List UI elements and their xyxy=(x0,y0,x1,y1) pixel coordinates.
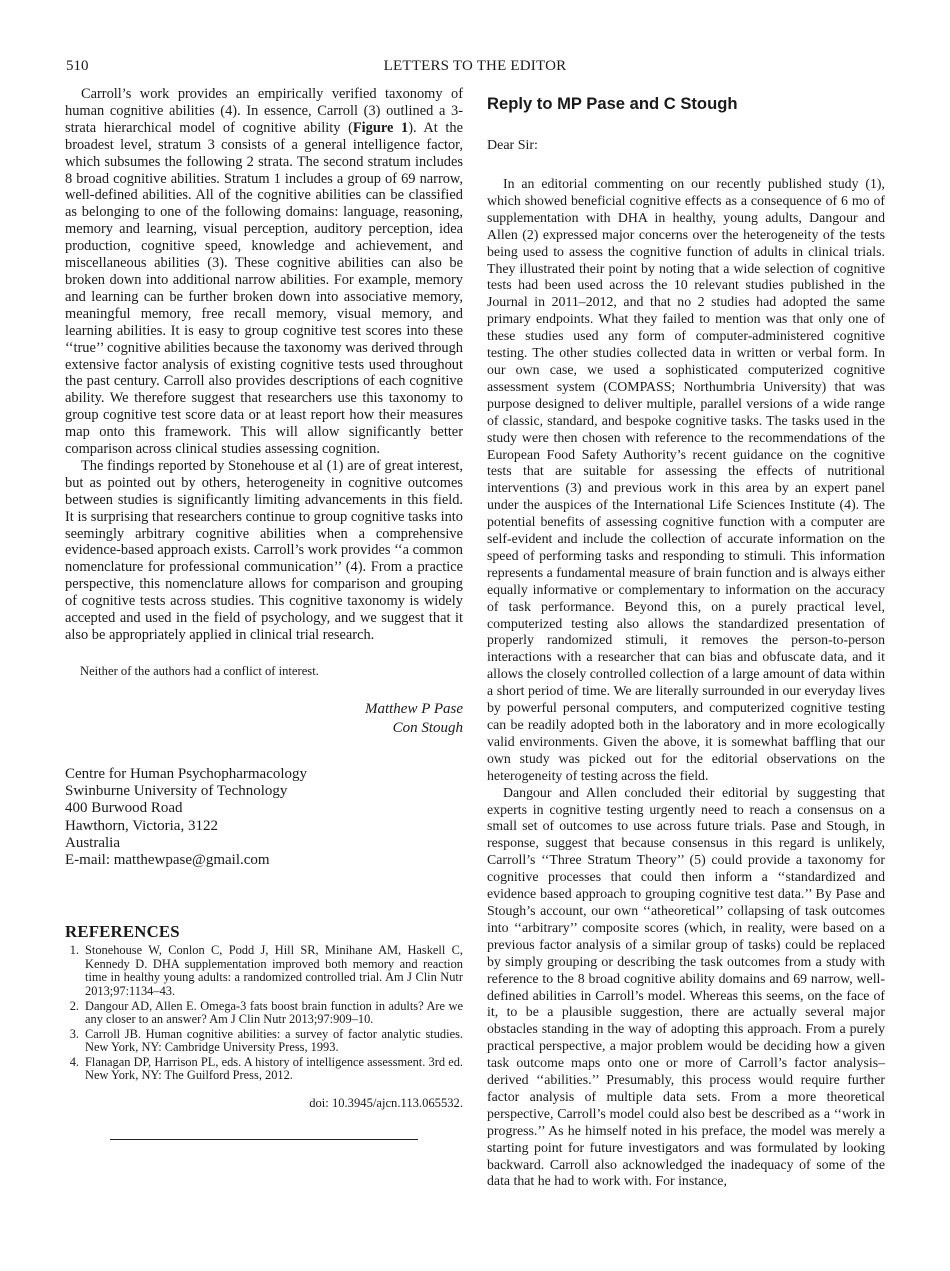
author-signature xyxy=(65,700,463,738)
right-column xyxy=(487,86,885,1190)
salutation: Dear Sir: xyxy=(487,138,538,153)
reference-item xyxy=(65,944,463,998)
reply-title: Reply to MP Pase and C Stough xyxy=(487,94,738,113)
reference-text: Flanagan DP, Harrison PL, eds. A history of intelligence assessment. 3rd ed. New York, NY: The Guilford Press, 2012. xyxy=(85,1054,463,1083)
section-divider xyxy=(110,1139,418,1140)
reference-text: Dangour AD, Allen E. Omega-3 fats boost brain function in adults? Are we any closer to an answer? Am J Clin Nutr 2013;97:909–10. xyxy=(85,998,463,1027)
reference-item xyxy=(65,1000,463,1027)
reference-number: 4. xyxy=(69,1054,79,1069)
reply-paragraph-1: In an editorial commenting on our recently published study (1), which showed beneficial cognitive effects as a consequence of 6 mo of supplementation with DHA in healthy, young adults, Dangour and Allen (2) expressed major concerns over the heterogeneity of the tests being used to assess the cognitive function of adults in clinical trials. They illustrated their point by noting that a wide selection of cognitive tests had been used across the 10 relevant studies published in the Journal in 2011–2012, and that no 2 studies had adopted the same primary endpoints. What they failed to mention was that only one of these studies used any form of computer-administered cognitive testing. The other studies collected data in written or verbal form. In our own case, we used a sophisticated computerized cognitive assessment system (COMPASS; Northumbria University) that was purpose designed to deliver multiple, parallel versions of a wide range of classic, standard, and bespoke cognitive tasks. The tasks used in the study were then chosen with reference to the recommendations of the European Food Safety Authority’s recent guidance on the cognitive tests that are suitable for assessing the effects of nutritional interventions (3) and previous work in this area by an expert panel under the auspices of the International Life Sciences Institute (4). The potential benefits of assessing cognitive function with a computer are self-evident and include the collection of accurate information on the speed of performing tasks and responding to stimuli. This information represents a fundamental measure of brain function and is always either equally informative or complementary to information on the accuracy of task performance. Beyond this, on a purely practical level, computerized testing also allows the standardized presentation of properly randomized stimuli, it removes the person-to-person interactions with a researcher that can bias and obfuscate data, and it allows the closely controlled collection of a large amount of data within a short period of time. We are literally surrounded in our everyday lives by powerful personal computers, and computerized cognitive testing can be readily adopted both in the laboratory and in more ecologically valid environments. Given the above, it is somewhat baffling that our own study was picked out for the editorial observations on the heterogeneity of testing across the field. xyxy=(487,176,885,783)
reference-number: 2. xyxy=(69,998,79,1013)
email-address[interactable]: E-mail: matthewpase@gmail.com xyxy=(65,851,270,868)
address-line: Hawthorn, Victoria, 3122 xyxy=(65,817,218,834)
conflict-of-interest: Neither of the authors had a conflict of interest. xyxy=(80,663,319,678)
references-list xyxy=(65,944,463,1083)
reference-text: Carroll JB. Human cognitive abilities: a survey of factor analytic studies. New York, NY: Cambridge University Press, 1993. xyxy=(85,1026,463,1055)
doi-link[interactable]: doi: 10.3945/ajcn.113.065532. xyxy=(309,1096,463,1111)
page-number: 510 xyxy=(66,58,89,74)
address-line: 400 Burwood Road xyxy=(65,800,183,817)
author-address xyxy=(65,766,463,869)
author-name: Matthew P Pase xyxy=(364,700,463,717)
reference-item xyxy=(65,1028,463,1055)
letter-paragraph-1: Carroll’s work provides an empirically verified taxonomy of human cognitive abilities (4). In essence, Carroll (3) outlined a 3-strata hierarchical model of cognitive ability (Figure 1). At the broadest level, stratum 3 consists of a general intelligence factor, which subsumes the following 2 strata. The second stratum includes 8 broad cognitive abilities. Stratum 1 includes a group of 69 narrow, well-defined abilities. All of the cognitive abilities can be classified as belonging to one of the following domains: language, reasoning, memory and learning, visual perception, auditory perception, idea production, cognitive speed, knowledge and achievement, and miscellaneous abilities (3). These cognitive abilities can also be broken down into additional narrow abilities. For example, memory and learning can be further broken down into associative memory, meaningful memory, free recall memory, visual memory, and learning abilities. It is easy to group cognitive test scores into these ‘‘true’’ cognitive abilities because the taxonomy was derived through extensive factor analysis of existing cognitive tests used throughout the past century. Carroll also provides descriptions of each cognitive ability. We therefore suggest that researchers use this taxonomy to group cognitive test score data or at least report how their measures map onto this framework. This will allow significantly better comparison across clinical studies assessing cognition. xyxy=(65,86,464,458)
references-heading: REFERENCES xyxy=(65,922,180,942)
left-column xyxy=(65,86,463,1140)
running-head: LETTERS TO THE EDITOR xyxy=(383,58,567,74)
figure-reference[interactable]: Figure 1 xyxy=(352,119,409,136)
reference-number: 1. xyxy=(69,943,79,958)
address-line: Centre for Human Psychopharmacology xyxy=(65,765,308,782)
reference-text: Stonehouse W, Conlon C, Podd J, Hill SR, Minihane AM, Haskell C, Kennedy D. DHA supplementation improved both memory and reaction time in healthy young adults: a randomized controlled trial. Am J Clin Nutr 2013;97:1134–43. xyxy=(85,943,463,998)
address-line: Swinburne University of Technology xyxy=(65,783,288,800)
address-line: Australia xyxy=(65,834,120,851)
reference-number: 3. xyxy=(69,1026,79,1041)
reference-item xyxy=(65,1056,463,1083)
letter-paragraph-2: The findings reported by Stonehouse et al (1) are of great interest, but as pointed out by others, heterogeneity in cognitive outcomes between studies is significantly limiting advancements in this field. It is surprising that researchers continue to group cognitive tasks into seemingly arbitrary cognitive abilities when a comprehensive evidence-based approach exists. Carroll’s work provides ‘‘a common nomenclature for professional communication’’ (4). From a practice perspective, this nomenclature allows for comparison and grouping of cognitive tests across studies. This cognitive taxonomy is widely accepted and used in the field of psychology, and we suggest that it also be appropriately applied in clinical trial research. xyxy=(65,457,463,643)
reply-paragraph-2: Dangour and Allen concluded their editorial by suggesting that experts in cognitive testing urgently need to reach a consensus on a small set of outcomes to use across future trials. Pase and Stough, in response, suggest that because consensus in this regard is unlikely, Carroll’s ‘‘Three Stratum Theory’’ (5) could provide a taxonomy for cognitive processes that could then inform a ‘‘standardized and evidence based approach to grouping cognitive test data.’’ By Pase and Stough’s account, our own ‘‘atheoretical’’ collapsing of task outcomes into ‘‘arbitrary’’ composite scores (which, in reality, were based on a previous factor analysis of a similar group of tasks) could be replaced by simply grouping or describing the task outcomes from a study with reference to the 8 broad cognitive ability domains and 69 narrow, well-defined abilities in Carroll’s model. Whereas this seems, on the face of it, to be a plausible suggestion, there are actually several major obstacles standing in the way of adopting this approach. From a purely practical perspective, a major problem would be deciding how a given task outcome maps onto one or more of Carroll’s factor analysis–derived ‘‘abilities.’’ Presumably, this process would require further factor analysis of multiple data sets. From a more theoretical perspective, Carroll’s model could also best be described as a ‘‘work in progress.’’ As he himself noted in his preface, the model was merely a starting point for future investigators and was formulated by looking backward. Carroll also acknowledged the inadequacy of some of the data that he had to work with. For instance, xyxy=(487,784,885,1189)
reply-body xyxy=(487,176,885,1190)
author-name: Con Stough xyxy=(392,719,463,736)
